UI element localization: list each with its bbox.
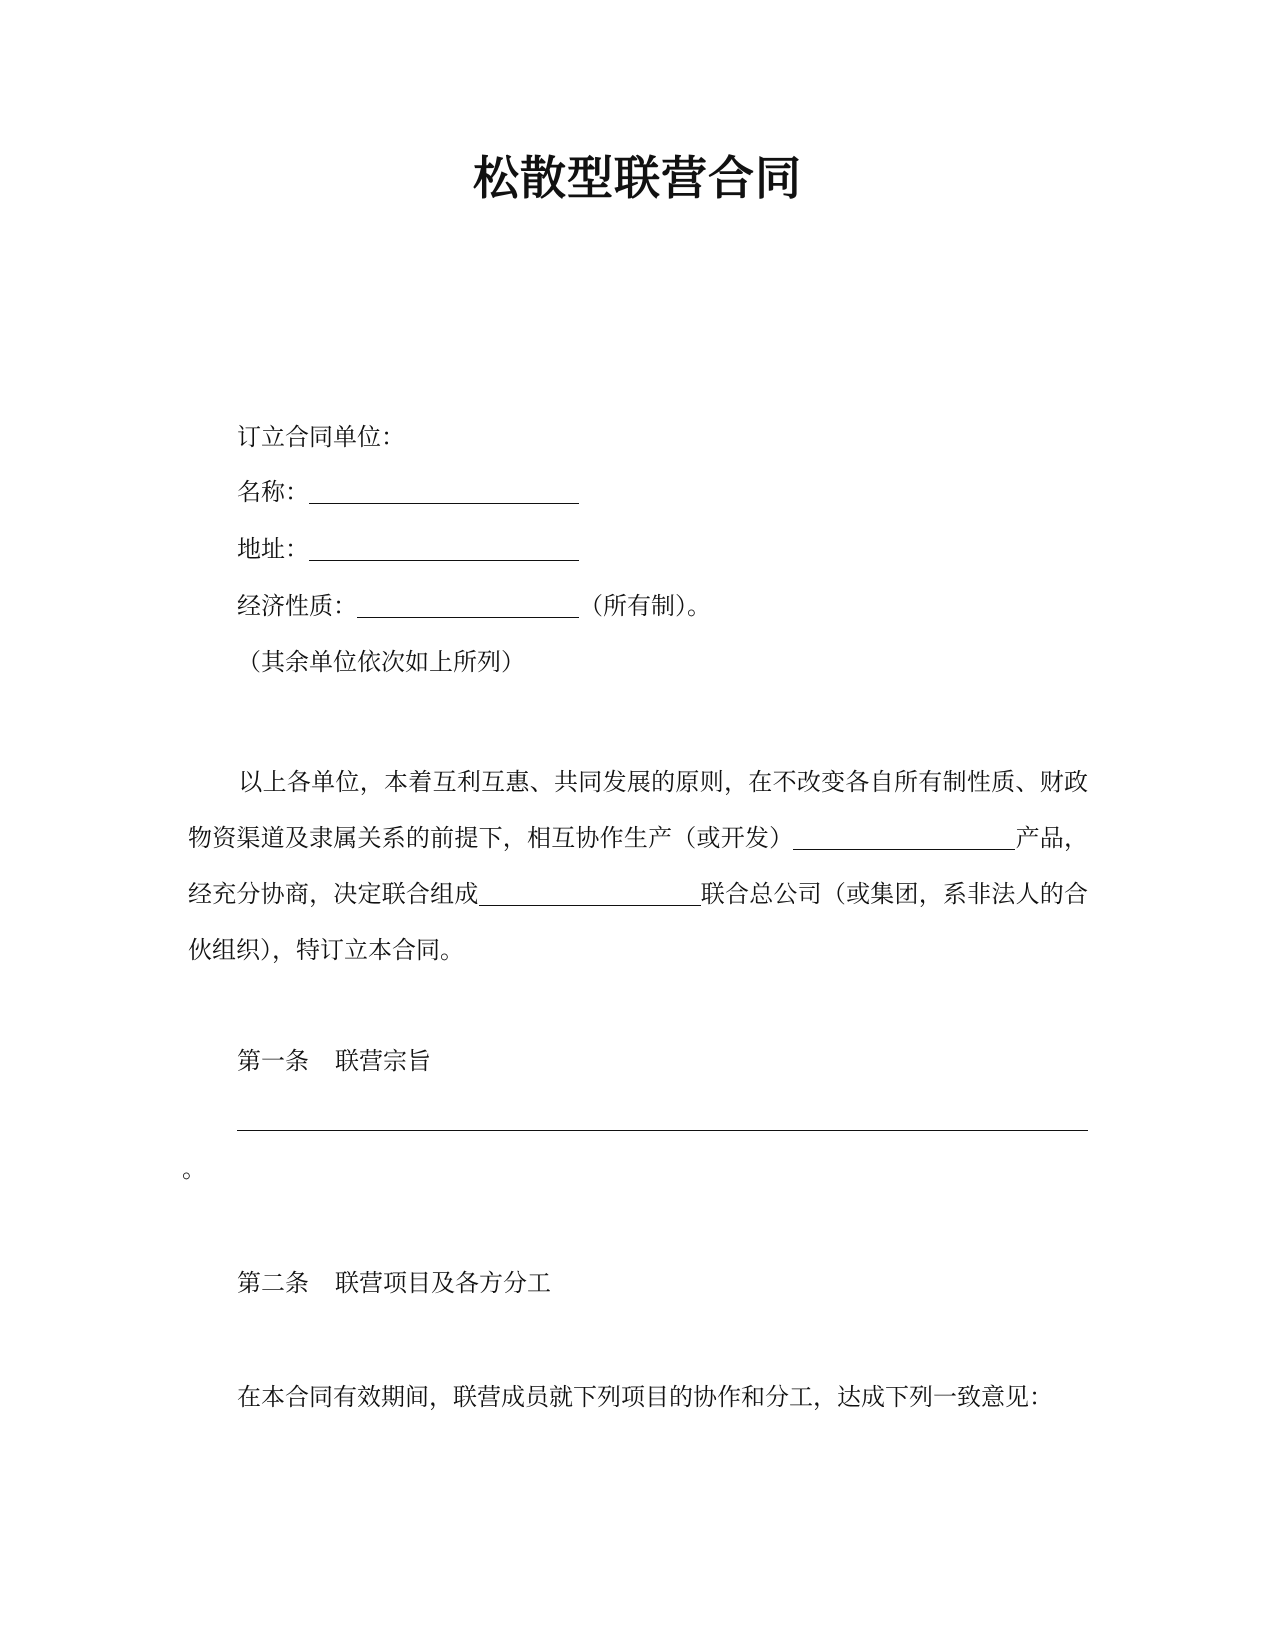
article2-heading [237, 1266, 551, 1300]
preamble-part3: 联合总公司（或集团，系非法人的合伙组织），特订立本合同。 [188, 880, 1089, 964]
article2-number: 第二条 [237, 1269, 309, 1297]
name-blank-field[interactable] [309, 477, 579, 504]
party-name-row [237, 475, 579, 509]
preamble-part2: 产品，经充分协商，决定联合组成 [188, 824, 1089, 908]
others-note: （其余单位依次如上所列） [237, 648, 525, 676]
article1-heading [237, 1044, 431, 1078]
preamble-paragraph [188, 754, 1088, 978]
article1-end-mark: 。 [182, 1155, 206, 1183]
party-nature-row [237, 589, 711, 623]
article1-number: 第一条 [237, 1047, 309, 1075]
address-label: 地址： [237, 535, 309, 563]
nature-label: 经济性质： [237, 592, 357, 620]
party-address-row [237, 532, 579, 566]
nature-blank-field[interactable] [357, 591, 579, 618]
parties-heading: 订立合同单位： [237, 423, 405, 451]
name-label: 名称： [237, 478, 309, 506]
company-blank-field[interactable] [479, 879, 701, 906]
preamble-part1: 以上各单位，本着互利互惠、共同发展的原则，在不改变各自所有制性质、财政物资渠道及隶属关系的前提下，相互协作生产（或开发） [188, 768, 1088, 852]
article1-blank-line[interactable] [237, 1130, 1088, 1131]
product-blank-field[interactable] [793, 823, 1015, 850]
article2-intro: 在本合同有效期间，联营成员就下列项目的协作和分工，达成下列一致意见： [237, 1383, 1053, 1411]
document-title: 松散型联营合同 [473, 151, 802, 205]
address-blank-field[interactable] [309, 534, 579, 561]
article2-title: 联营项目及各方分工 [335, 1269, 551, 1297]
article1-title: 联营宗旨 [335, 1047, 431, 1075]
nature-suffix: （所有制）。 [579, 592, 711, 620]
